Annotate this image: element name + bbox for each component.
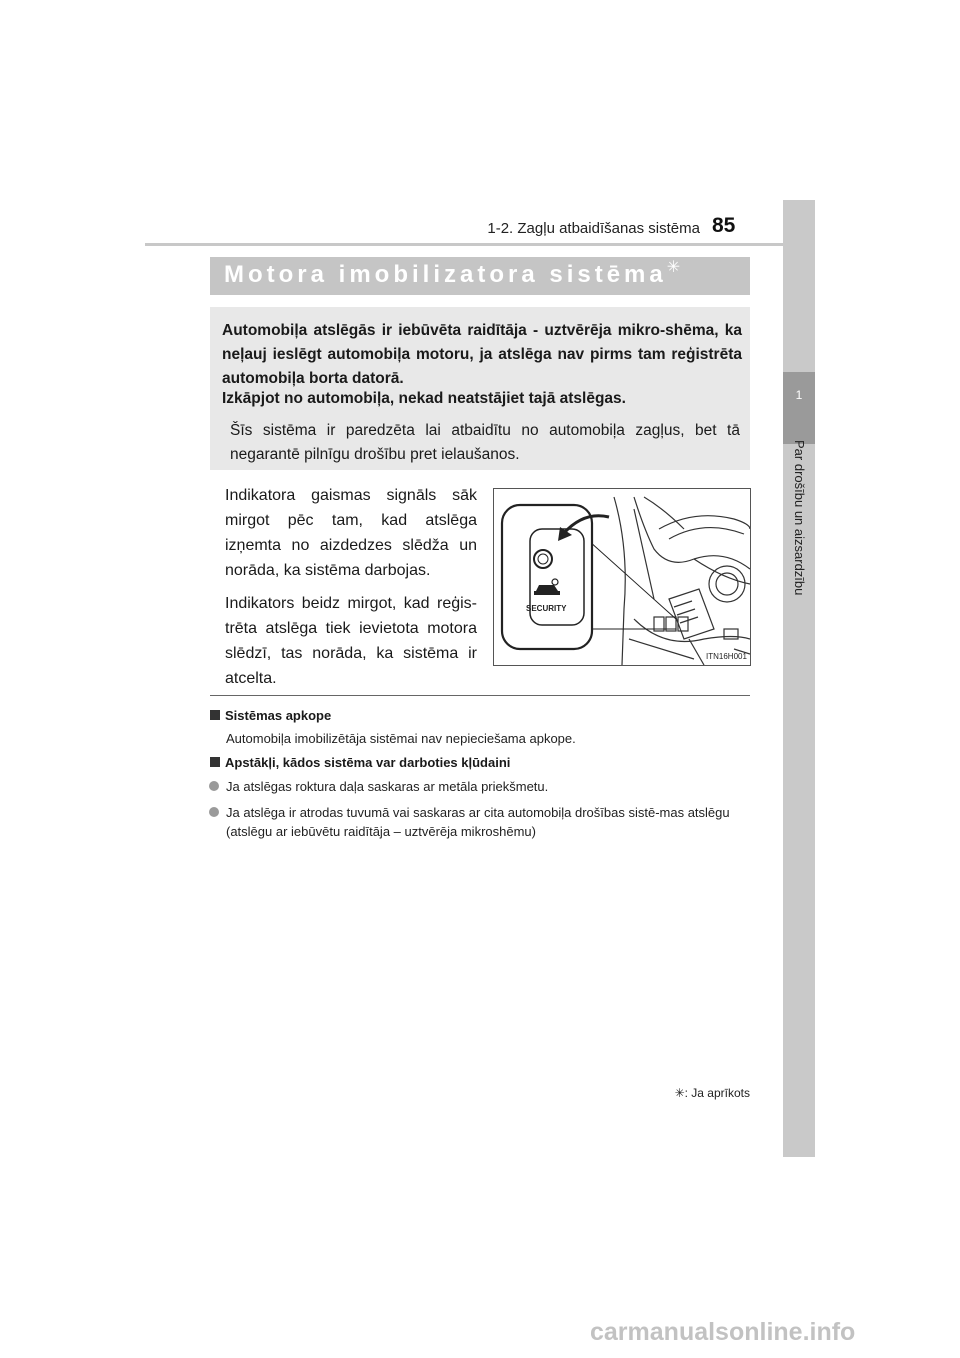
list-item-text: Ja atslēga ir atrodas tuvumā vai saskaras ar cita automobiļa drošības sistē-mas atslēgu (atslēgu ar iebūvētu raidītāja – uztvērēja mikroshēmu) — [226, 805, 730, 839]
watermark: carmanualsonline.info — [590, 1318, 856, 1346]
list-item — [209, 777, 749, 796]
chapter-title-vertical — [788, 440, 812, 640]
figure-code: ITN16H001 — [706, 652, 747, 661]
intro-paragraph: Automobiļa atslēgās ir iebūvēta raidītāja - uztvērēja mikro-shēma, ka neļauj ieslēgt automobiļa motoru, ja atslēga nav pirms tam reģistrēta automobiļa borta datorā. — [222, 322, 742, 387]
list-item — [209, 803, 749, 839]
body-paragraph: Indikatora gaismas signāls sāk mirgot pēc tam, kad atslēga izņemta no aizdedzes slēdža un norāda, ka sistēma darbojas. — [225, 487, 477, 579]
note-text: Automobiļa imobilizētāja sistēmai nav nepieciešama apkope. — [226, 731, 576, 746]
body-paragraph: Indikators beidz mirgot, kad reģis-trēta atslēga tiek ievietota motora slēdzī, tas norāda, ka sistēma ir atcelta. — [225, 595, 477, 687]
note-heading-text: Apstākļi, kādos sistēma var darboties kļūdaini — [225, 755, 511, 770]
intro-box — [210, 307, 750, 470]
section-title — [224, 261, 680, 289]
dashboard-drawing — [494, 489, 750, 665]
disclaimer-paragraph: Šīs sistēma ir paredzēta lai atbaidītu no automobiļa zagļus, bet tā negarantē pilnīgu drošību pret ielaušanos. — [230, 422, 740, 463]
note-heading — [210, 708, 331, 723]
chapter-side-tab — [783, 200, 815, 1157]
section-divider — [210, 695, 750, 696]
chapter-tab-marker — [783, 372, 815, 444]
indicator-illustration — [493, 488, 751, 666]
footnote-text: : Ja aprīkots — [684, 1086, 750, 1100]
round-bullet-icon — [209, 807, 219, 817]
note-heading-text: Sistēmas apkope — [225, 708, 332, 723]
indicator-label: SECURITY — [526, 604, 567, 613]
footnote — [660, 1086, 750, 1100]
chapter-number: 1 — [795, 388, 803, 402]
list-item-text: Ja atslēgas roktura daļa saskaras ar metāla priekšmetu. — [226, 779, 549, 794]
asterisk-icon: ✳ — [666, 259, 681, 276]
note-heading — [210, 755, 510, 770]
page-number: 85 — [712, 214, 736, 237]
asterisk-icon: ✳ — [674, 1086, 685, 1100]
warning-line: Izkāpjot no automobiļa, nekad neatstājiet tajā atslēgas. — [222, 390, 626, 407]
square-bullet-icon — [210, 757, 220, 767]
header-divider — [145, 243, 785, 246]
body-text — [225, 483, 477, 699]
square-bullet-icon — [210, 710, 220, 720]
chapter-title-text: Par drošību un aizsardzību — [792, 440, 807, 596]
chapter-reference: 1-2. Zagļu atbaidīšanas sistēma — [487, 220, 700, 237]
round-bullet-icon — [209, 781, 219, 791]
section-title-bar — [210, 257, 750, 295]
section-title-text: Motora imobilizatora sistēma — [224, 261, 667, 288]
